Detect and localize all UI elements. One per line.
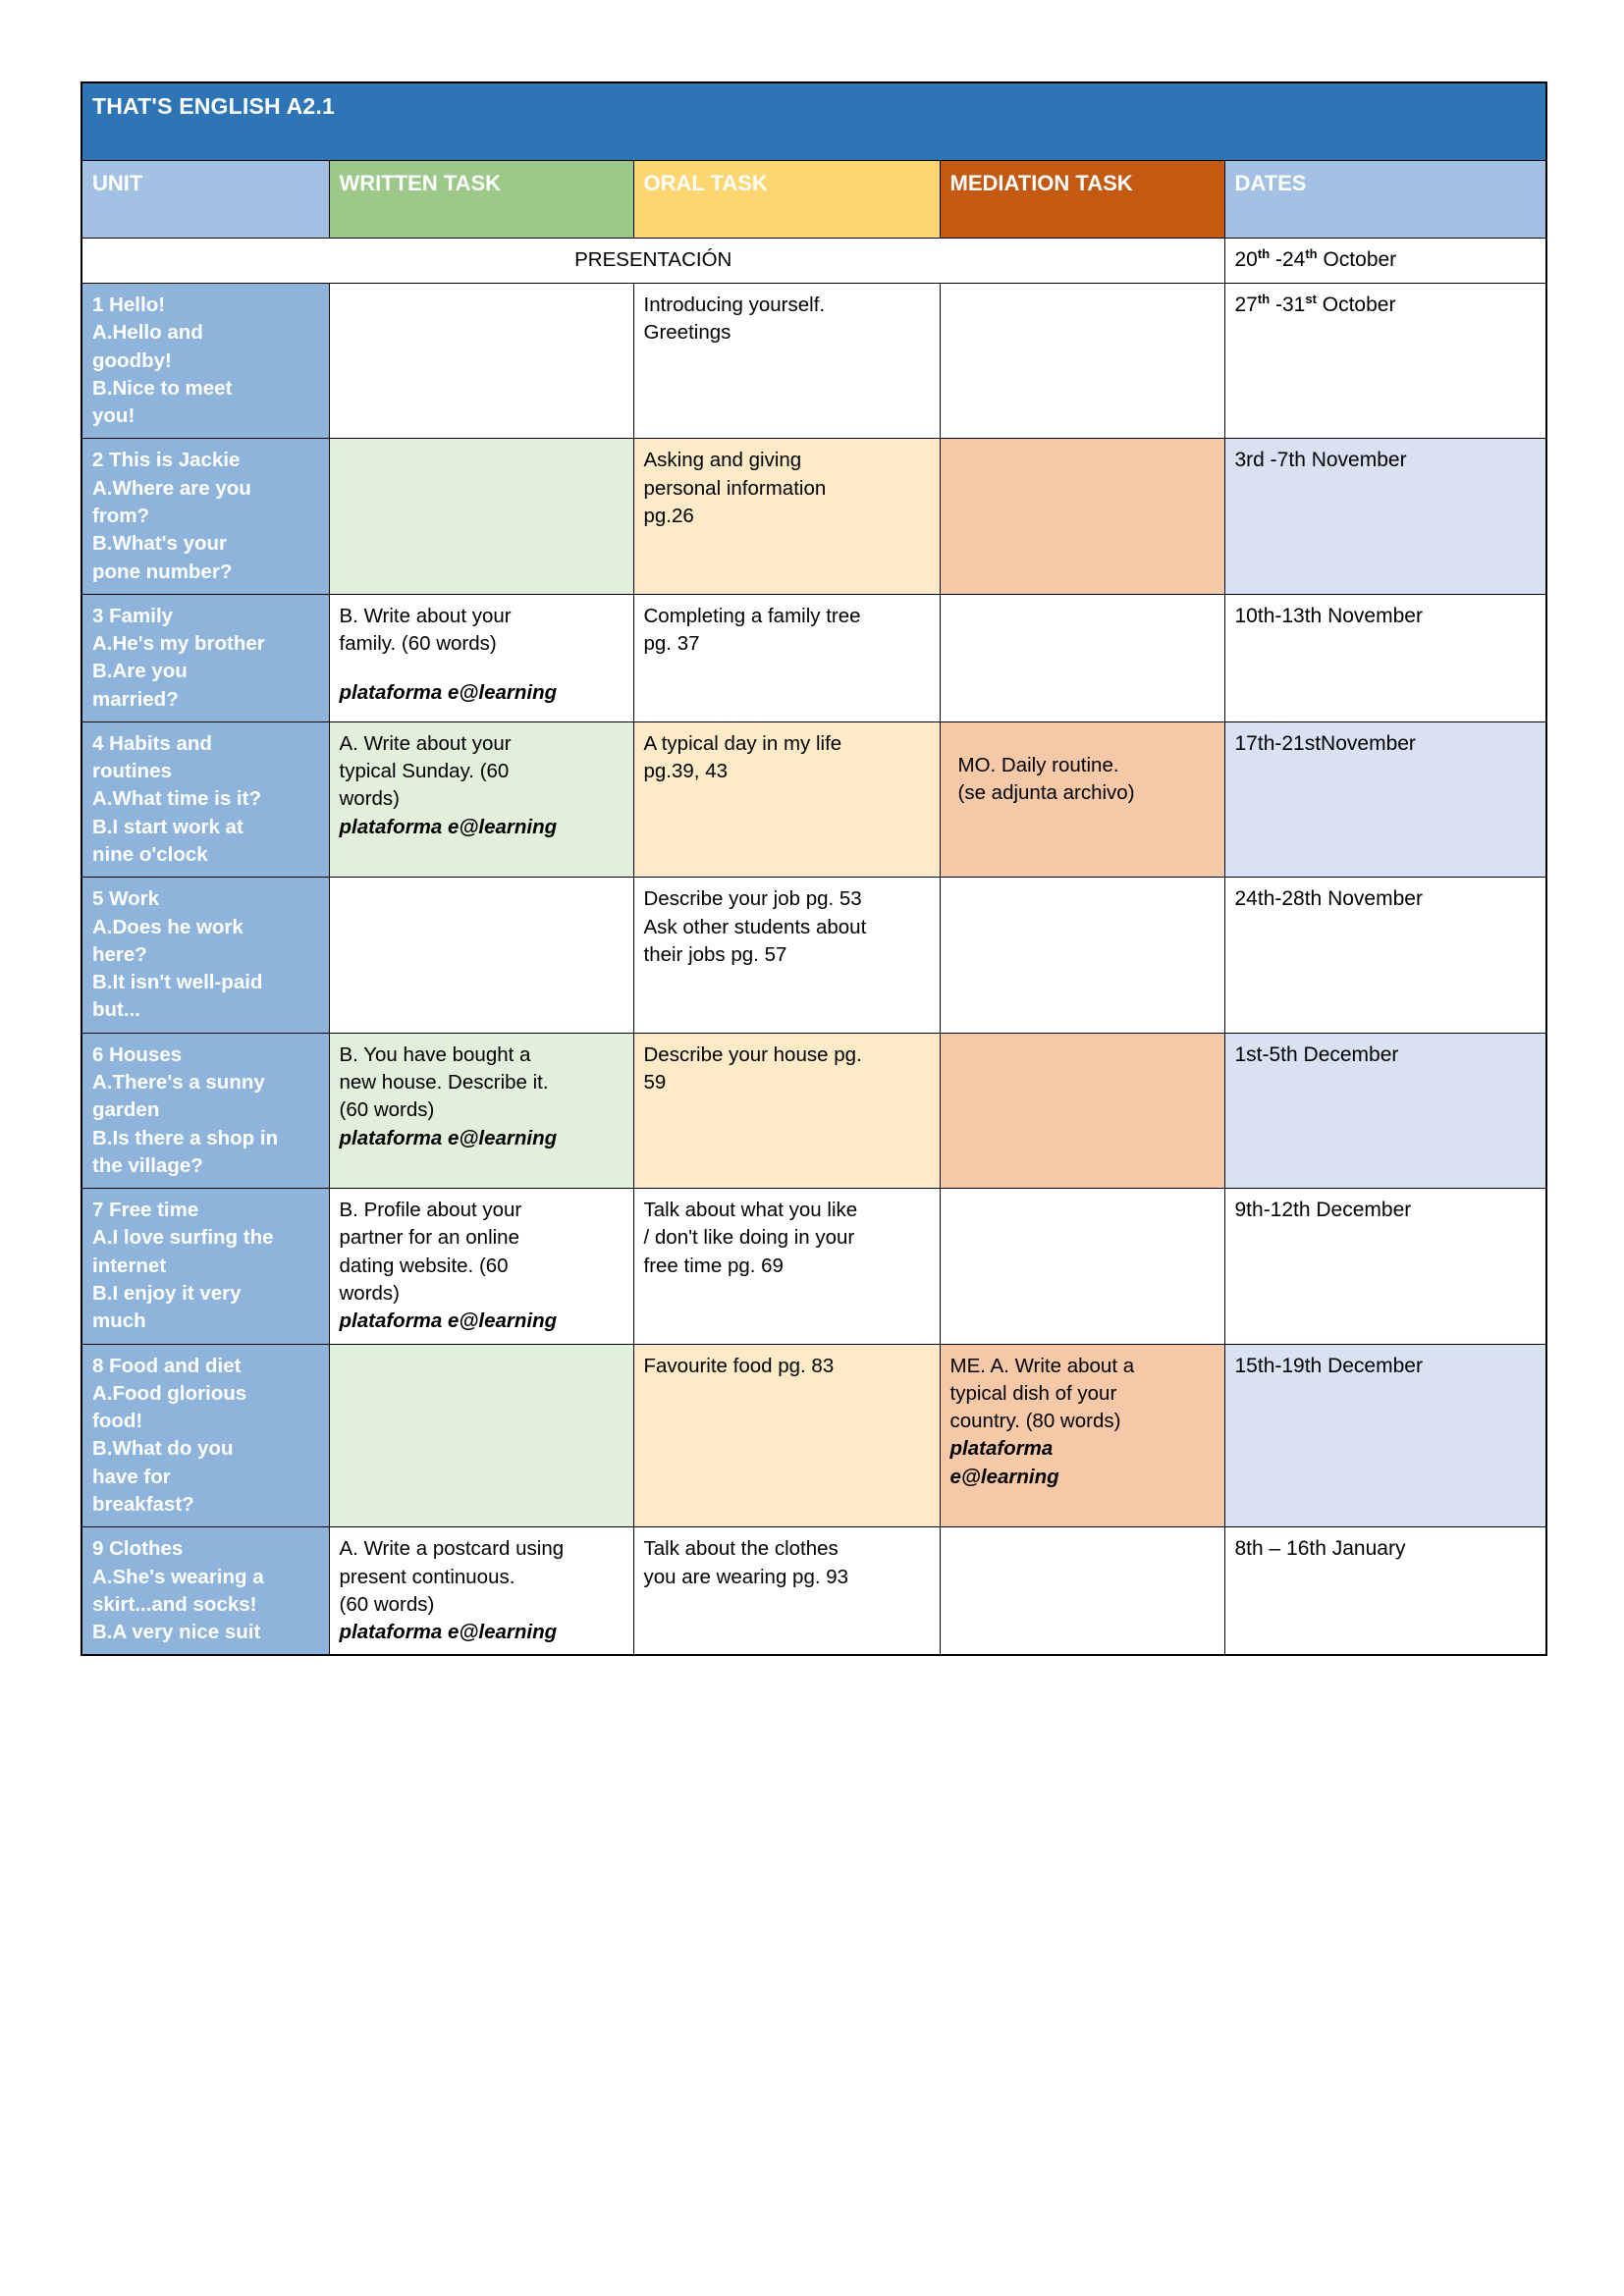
cell-line: 7 Free time bbox=[92, 1199, 199, 1222]
cell-line: MO. Daily routine. bbox=[957, 753, 1119, 776]
platform-note: plataforma e@learning bbox=[339, 1309, 558, 1333]
platform-note: e@learning bbox=[949, 1465, 1059, 1488]
cell-line: Completing a family tree bbox=[643, 604, 861, 627]
dates-cell bbox=[1224, 594, 1546, 721]
written-task-cell bbox=[329, 1527, 633, 1656]
cell-line: Favourite food pg. 83 bbox=[643, 1354, 835, 1377]
table-row bbox=[81, 1033, 1546, 1188]
cell-line: pg.39, 43 bbox=[643, 760, 728, 783]
oral-task-cell bbox=[633, 878, 940, 1033]
dates-cell bbox=[1224, 283, 1546, 438]
cell-line: Ask other students about bbox=[643, 915, 867, 938]
cell-line: (se adjunta archivo) bbox=[957, 781, 1135, 805]
title-row bbox=[81, 82, 1546, 161]
dates-cell bbox=[1224, 439, 1546, 594]
cell-line: A. Write about your bbox=[339, 731, 512, 755]
column-header-dates-label: DATES bbox=[1234, 171, 1307, 195]
column-header-oral-task-label: ORAL TASK bbox=[643, 171, 768, 195]
cell-line: the village? bbox=[92, 1153, 203, 1177]
cell-line: B.I start work at bbox=[92, 815, 244, 838]
cell-line: B.Are you bbox=[92, 660, 188, 683]
dates-cell bbox=[1224, 1189, 1546, 1344]
written-task-cell bbox=[329, 1189, 633, 1344]
cell-line: B.It isn't well-paid bbox=[92, 971, 263, 994]
column-header-dates bbox=[1224, 161, 1546, 239]
schedule-table bbox=[81, 81, 1547, 1656]
cell-line: pg. 37 bbox=[643, 632, 700, 656]
cell-line: words) bbox=[339, 787, 401, 811]
table-row bbox=[81, 283, 1546, 438]
cell-line: have for bbox=[92, 1465, 171, 1488]
cell-line: dating website. (60 bbox=[339, 1254, 509, 1277]
dates-value: 24th-28th November bbox=[1234, 887, 1423, 911]
cell-line: you! bbox=[92, 404, 135, 428]
presentation-label: PRESENTACIÓN bbox=[574, 248, 732, 271]
cell-line: pone number? bbox=[92, 560, 233, 583]
cell-line: 2 This is Jackie bbox=[92, 449, 241, 472]
column-header-unit bbox=[81, 161, 329, 239]
written-task-cell bbox=[329, 1033, 633, 1188]
dates-cell bbox=[1224, 1344, 1546, 1527]
cell-line: food! bbox=[92, 1410, 143, 1433]
cell-line: B.A very nice suit bbox=[92, 1621, 261, 1644]
cell-line: (60 words) bbox=[339, 1098, 435, 1122]
cell-line: B.Nice to meet bbox=[92, 376, 233, 400]
cell-line: 9 Clothes bbox=[92, 1537, 184, 1561]
cell-line: partner for an online bbox=[339, 1226, 519, 1250]
cell-line: A.There's a sunny bbox=[92, 1071, 265, 1094]
cell-line: much bbox=[92, 1309, 146, 1333]
cell-line: / don't like doing in your bbox=[643, 1226, 855, 1250]
unit-cell bbox=[81, 439, 329, 594]
platform-note: plataforma e@learning bbox=[339, 1621, 558, 1644]
cell-line: A. Write a postcard using bbox=[339, 1537, 565, 1561]
platform-note: plataforma e@learning bbox=[339, 681, 558, 705]
column-header-written-task-label: WRITTEN TASK bbox=[339, 171, 502, 195]
cell-line: Introducing yourself. bbox=[643, 293, 826, 316]
column-header-row bbox=[81, 161, 1546, 239]
table-row bbox=[81, 439, 1546, 594]
cell-line: B.I enjoy it very bbox=[92, 1281, 242, 1305]
cell-line: 6 Houses bbox=[92, 1042, 183, 1066]
platform-note: plataforma e@learning bbox=[339, 1126, 558, 1149]
mediation-task-cell bbox=[940, 721, 1224, 877]
oral-task-cell bbox=[633, 1527, 940, 1656]
cell-line: internet bbox=[92, 1254, 167, 1277]
cell-line: here? bbox=[92, 942, 147, 966]
table-row bbox=[81, 1344, 1546, 1527]
cell-line: present continuous. bbox=[339, 1565, 515, 1588]
cell-line: 5 Work bbox=[92, 887, 159, 911]
column-header-unit-label: UNIT bbox=[92, 171, 143, 195]
cell-line: goodby! bbox=[92, 348, 172, 372]
cell-line: A.She's wearing a bbox=[92, 1565, 264, 1588]
dates-cell bbox=[1224, 1527, 1546, 1656]
cell-line: garden bbox=[92, 1098, 160, 1122]
cell-line: A typical day in my life bbox=[643, 731, 842, 755]
cell-line: Asking and giving bbox=[643, 449, 802, 472]
unit-cell bbox=[81, 1033, 329, 1188]
cell-line: 1 Hello! bbox=[92, 293, 166, 316]
cell-line: Greetings bbox=[643, 321, 731, 345]
unit-cell bbox=[81, 1527, 329, 1656]
mediation-task-cell bbox=[940, 1344, 1224, 1527]
dates-cell bbox=[1224, 721, 1546, 877]
cell-line: words) bbox=[339, 1281, 401, 1305]
cell-line: B.What's your bbox=[92, 532, 227, 556]
cell-line: typical dish of your bbox=[949, 1381, 1117, 1405]
mediation-task-cell bbox=[940, 1189, 1224, 1344]
document-title-cell bbox=[81, 82, 1546, 161]
dates-cell bbox=[1224, 878, 1546, 1033]
table-row bbox=[81, 878, 1546, 1033]
oral-task-cell bbox=[633, 721, 940, 877]
cell-line: you are wearing pg. 93 bbox=[643, 1565, 849, 1588]
dates-value: 3rd -7th November bbox=[1234, 449, 1407, 472]
dates-value: 8th – 16th January bbox=[1234, 1537, 1406, 1561]
cell-line: 3 Family bbox=[92, 604, 174, 627]
written-task-cell bbox=[329, 283, 633, 438]
oral-task-cell bbox=[633, 594, 940, 721]
column-header-written-task bbox=[329, 161, 633, 239]
cell-line: (60 words) bbox=[339, 1592, 435, 1616]
cell-line: country. (80 words) bbox=[949, 1410, 1121, 1433]
cell-line: married? bbox=[92, 687, 179, 711]
column-header-oral-task bbox=[633, 161, 940, 239]
mediation-task-cell bbox=[940, 878, 1224, 1033]
cell-line: from? bbox=[92, 504, 150, 527]
oral-task-cell bbox=[633, 1189, 940, 1344]
presentation-dates: 20th -24th October bbox=[1234, 246, 1397, 271]
cell-line: 4 Habits and bbox=[92, 731, 212, 755]
cell-line: Talk about the clothes bbox=[643, 1537, 839, 1561]
mediation-task-cell bbox=[940, 1033, 1224, 1188]
unit-cell bbox=[81, 594, 329, 721]
presentation-dates-cell bbox=[1224, 239, 1546, 284]
cell-line: Describe your job pg. 53 bbox=[643, 887, 862, 911]
cell-line: A.Does he work bbox=[92, 915, 244, 938]
mediation-task-cell bbox=[940, 439, 1224, 594]
schedule-table-body bbox=[81, 82, 1546, 1655]
cell-line: family. (60 words) bbox=[339, 632, 497, 656]
unit-cell bbox=[81, 721, 329, 877]
cell-line: pg.26 bbox=[643, 504, 694, 527]
table-row bbox=[81, 1189, 1546, 1344]
dates-value: 15th-19th December bbox=[1234, 1354, 1423, 1377]
page-title: THAT'S ENGLISH A2.1 bbox=[92, 93, 335, 119]
oral-task-cell bbox=[633, 439, 940, 594]
unit-cell bbox=[81, 283, 329, 438]
cell-line: B. Write about your bbox=[339, 604, 512, 627]
table-row bbox=[81, 594, 1546, 721]
cell-line: A.I love surfing the bbox=[92, 1226, 274, 1250]
unit-cell bbox=[81, 878, 329, 1033]
mediation-task-cell bbox=[940, 594, 1224, 721]
table-row bbox=[81, 721, 1546, 877]
cell-line: A.Hello and bbox=[92, 321, 203, 345]
platform-note: plataforma e@learning bbox=[339, 815, 558, 838]
dates-value: 9th-12th December bbox=[1234, 1199, 1412, 1222]
written-task-cell bbox=[329, 721, 633, 877]
written-task-cell bbox=[329, 439, 633, 594]
cell-line: new house. Describe it. bbox=[339, 1071, 549, 1094]
oral-task-cell bbox=[633, 283, 940, 438]
cell-line: nine o'clock bbox=[92, 843, 208, 867]
cell-line: typical Sunday. (60 bbox=[339, 760, 510, 783]
cell-line: B. Profile about your bbox=[339, 1199, 522, 1222]
presentation-row bbox=[81, 239, 1546, 284]
written-task-cell bbox=[329, 1344, 633, 1527]
unit-cell bbox=[81, 1344, 329, 1527]
cell-line: 8 Food and diet bbox=[92, 1354, 242, 1377]
cell-line: ME. A. Write about a bbox=[949, 1354, 1135, 1377]
mediation-task-cell bbox=[940, 1527, 1224, 1656]
platform-note: plataforma bbox=[949, 1437, 1054, 1461]
cell-line: B. You have bought a bbox=[339, 1042, 531, 1066]
column-header-mediation-task bbox=[940, 161, 1224, 239]
cell-line: A.What time is it? bbox=[92, 787, 261, 811]
dates-cell bbox=[1224, 1033, 1546, 1188]
cell-line: breakfast? bbox=[92, 1492, 194, 1516]
oral-task-cell bbox=[633, 1344, 940, 1527]
cell-line: B.Is there a shop in bbox=[92, 1126, 279, 1149]
unit-cell bbox=[81, 1189, 329, 1344]
cell-line: routines bbox=[92, 760, 172, 783]
dates-value: 17th-21stNovember bbox=[1234, 731, 1416, 755]
spacer bbox=[340, 658, 623, 679]
column-header-mediation-task-label: MEDIATION TASK bbox=[949, 171, 1133, 195]
cell-line: Talk about what you like bbox=[643, 1199, 858, 1222]
written-task-cell bbox=[329, 594, 633, 721]
mediation-task-cell bbox=[940, 283, 1224, 438]
cell-line: free time pg. 69 bbox=[643, 1254, 784, 1277]
cell-line: A.He's my brother bbox=[92, 632, 265, 656]
cell-line: personal information bbox=[643, 476, 827, 500]
presentation-label-cell bbox=[81, 239, 1224, 284]
cell-line: B.What do you bbox=[92, 1437, 234, 1461]
dates-value: 1st-5th December bbox=[1234, 1042, 1399, 1066]
cell-line: A.Food glorious bbox=[92, 1381, 247, 1405]
oral-task-cell bbox=[633, 1033, 940, 1188]
cell-line: A.Where are you bbox=[92, 476, 251, 500]
spacer bbox=[950, 730, 1215, 752]
dates-value: 27th -31st October bbox=[1234, 291, 1396, 316]
cell-line: 59 bbox=[643, 1071, 667, 1094]
schedule-table-container bbox=[81, 81, 1545, 1656]
cell-line: their jobs pg. 57 bbox=[643, 942, 787, 966]
written-task-cell bbox=[329, 878, 633, 1033]
cell-line: Describe your house pg. bbox=[643, 1042, 862, 1066]
table-row bbox=[81, 1527, 1546, 1656]
cell-line: but... bbox=[92, 998, 140, 1022]
dates-value: 10th-13th November bbox=[1234, 604, 1423, 627]
cell-line: skirt...and socks! bbox=[92, 1592, 257, 1616]
